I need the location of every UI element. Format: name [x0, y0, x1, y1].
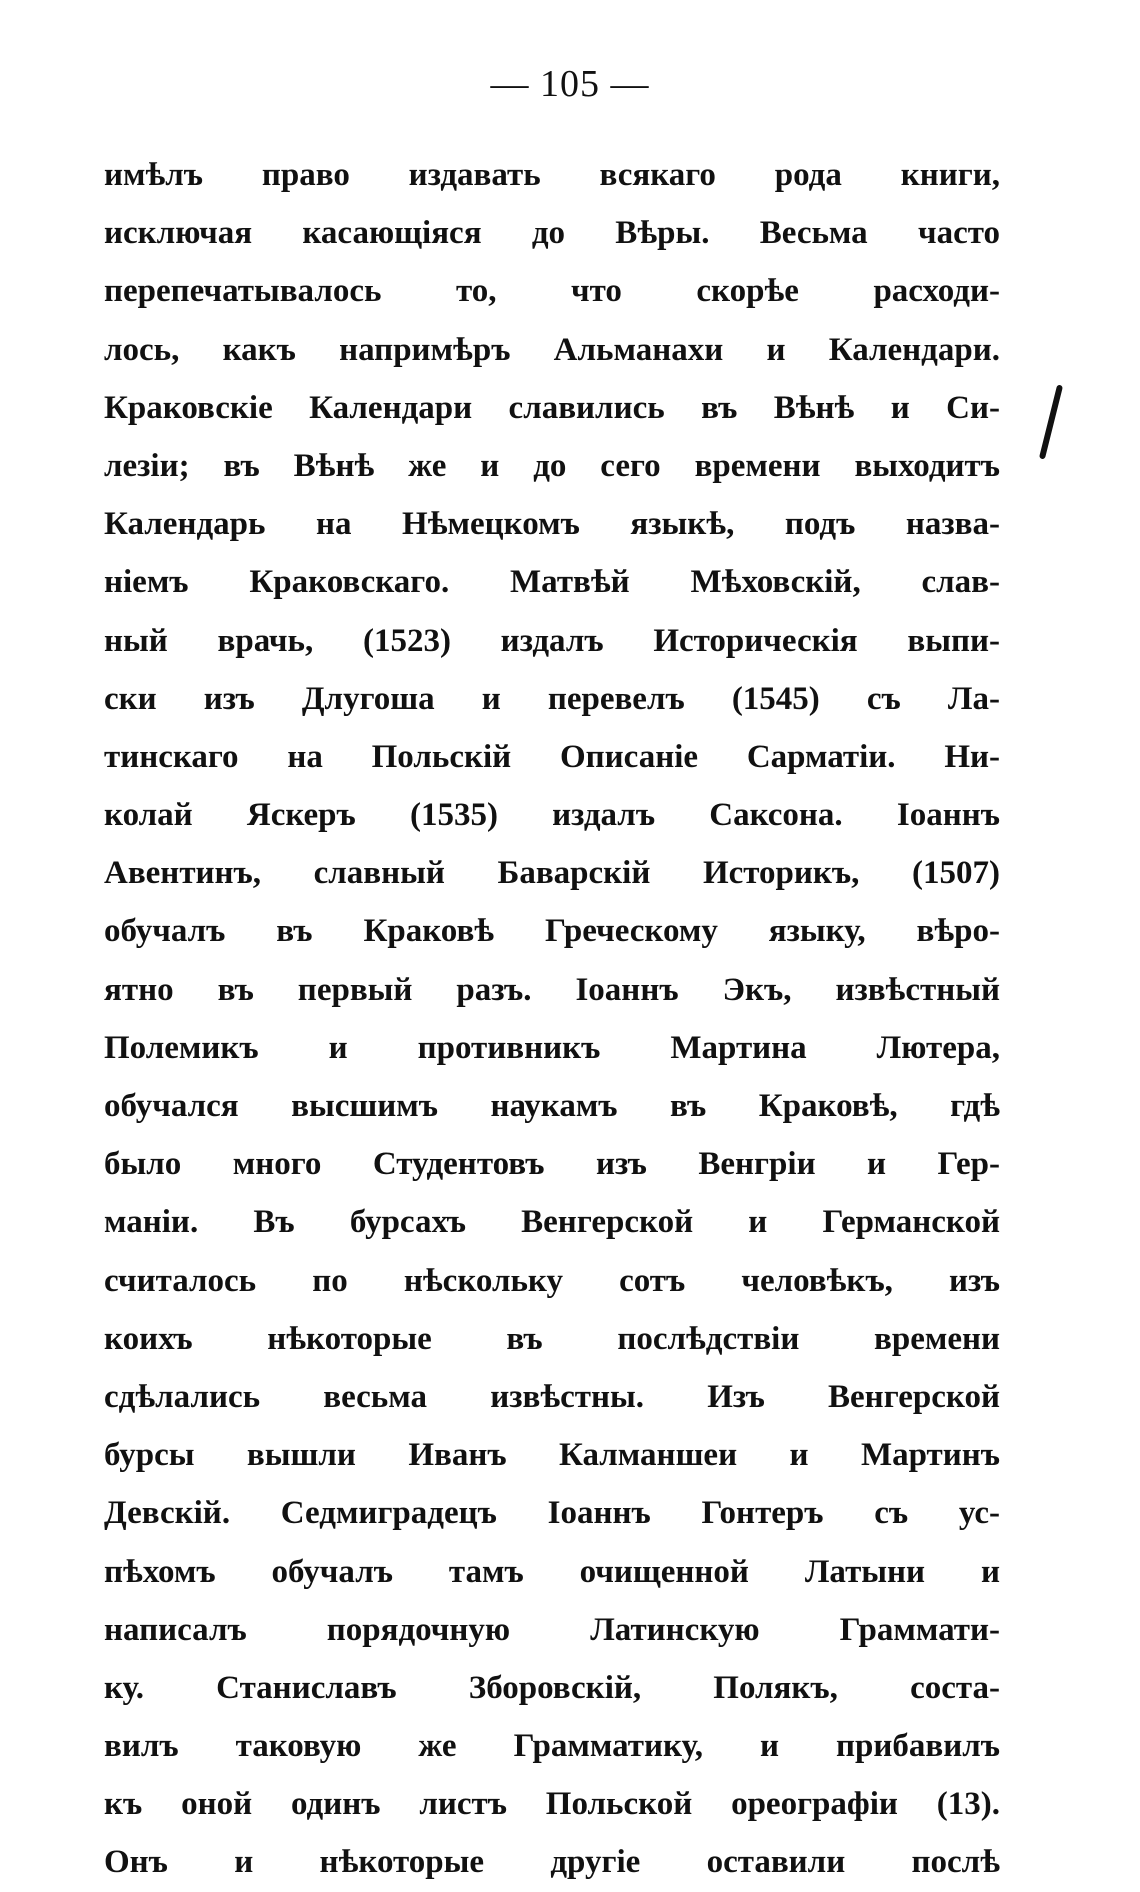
text-line: къ оной одинъ листъ Польской ореографіи (13).	[104, 1786, 1000, 1823]
text-line: исключая касающіяся до Вѣры. Весьма часто	[104, 215, 1000, 252]
text-line: Авентинъ, славный Баварскій Историкъ, (1507)	[104, 855, 1000, 892]
text-line: сдѣлались весьма извѣстны. Изъ Венгерской	[104, 1378, 1000, 1415]
text-line: ски изъ Длугоша и перевелъ (1545) съ Ла-	[104, 680, 1000, 717]
text-line: обучался высшимъ наукамъ въ Краковѣ, гдѣ	[104, 1088, 1000, 1124]
text-line: ніемъ Краковскаго. Матвѣй Мѣховскій, слав-	[104, 564, 1000, 601]
text-line: пѣхомъ обучалъ тамъ очищенной Латыни и	[104, 1553, 1000, 1590]
text-line: написалъ порядочную Латинскую Граммати-	[104, 1611, 1000, 1648]
text-line: Онъ и нѣкоторые другіе оставили послѣ	[104, 1844, 1000, 1881]
text-line: Календарь на Нѣмецкомъ языкѣ, подъ назва-	[104, 506, 1000, 543]
margin-pencil-mark	[1039, 384, 1063, 459]
text-line: ятно въ первый разъ. Іоаннъ Экъ, извѣстный	[104, 971, 1000, 1008]
text-line: бурсы вышли Иванъ Калманшеи и Мартинъ	[104, 1437, 1000, 1474]
text-line: маніи. Въ бурсахъ Венгерской и Германской	[104, 1204, 1000, 1241]
text-line: было много Студентовъ изъ Венгріи и Гер-	[104, 1146, 1000, 1183]
text-line: лось, какъ напримѣръ Альманахи и Календари.	[104, 331, 1000, 368]
text-line: перепечатывалось то, что скорѣе расходи-	[104, 273, 1000, 310]
text-line: коихъ нѣкоторые въ послѣдствіи времени	[104, 1320, 1000, 1357]
text-line: ку. Станиславъ Зборовскій, Полякъ, соста-	[104, 1669, 1000, 1706]
text-line: тинскаго на Польскій Описаніе Сарматіи. Ни-	[104, 738, 1000, 775]
page-body	[104, 146, 1000, 1892]
text-line: имѣлъ право издавать всякаго рода книги,	[104, 157, 1000, 193]
page-number: — 105 —	[490, 63, 650, 105]
text-line: Девскій. Седмиградецъ Іоаннъ Гонтеръ съ ус-	[104, 1495, 1000, 1532]
text-line: обучалъ въ Краковѣ Греческому языку, вѣро-	[104, 913, 1000, 950]
text-line: Краковскіе Календари славились въ Вѣнѣ и Си-	[104, 389, 1000, 426]
text-line: вилъ таковую же Грамматику, и прибавилъ	[104, 1728, 1000, 1765]
text-line: колай Яскеръ (1535) издалъ Саксона. Іоаннъ	[104, 797, 1000, 834]
text-line: считалось по нѣскольку сотъ человѣкъ, изъ	[104, 1262, 1000, 1299]
text-line: ный врачь, (1523) издалъ Историческія выпи-	[104, 622, 1000, 659]
text-line: лезіи; въ Вѣнѣ же и до сего времени выходитъ	[104, 447, 1000, 484]
text-line: Полемикъ и противникъ Мартина Лютера,	[104, 1029, 1000, 1066]
